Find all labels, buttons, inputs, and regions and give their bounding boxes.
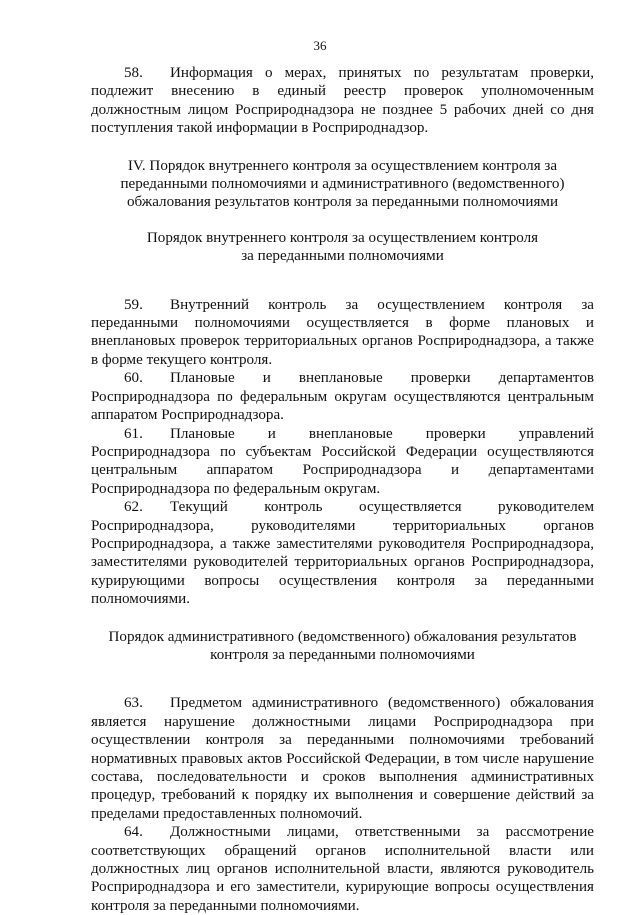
paragraph-text: Должностными лицами, ответственными за рассмотрение соответствующих обращений органов исполнительной власти или должностных лиц органов исполнительной власти, являются руководитель Росприроднадзора и его заместители, курирующие вопросы осуществления контроля за переданными полномочиями. <box>91 824 594 914</box>
section-heading-line: IV. Порядок внутреннего контроля за осуществлением контроля за <box>127 157 558 174</box>
paragraph-text: Внутренний контроль за осуществлением контроля за переданными полномочиями осуществляется в форме плановых и внеплановых проверок территориальных органов Росприроднадзора, а также в форме текущего контроля. <box>91 296 594 368</box>
subheading-line: Порядок внутреннего контроля за осуществлением контроля <box>146 229 539 246</box>
section-heading <box>91 157 594 212</box>
paragraph-text: Предметом административного (ведомственного) обжалования является нарушение должностными лицами Росприроднадзора при осуществлении контроля за переданными полномочиями требований нормативных правовых актов Российской Федерации, в том числе нарушение состава, последовательности и сроков выполнения административных процедур, требований к порядку их выполнения и совершение действий за пределами предоставленных полномочий. <box>91 695 594 822</box>
paragraph-number: 62. <box>124 499 143 516</box>
paragraph-number: 64. <box>124 824 143 841</box>
section-heading-line: переданными полномочиями и административного (ведомственного) <box>120 176 565 193</box>
paragraph-number: 59. <box>124 296 143 313</box>
subheading-line: за переданными полномочиями <box>241 248 444 265</box>
paragraph-text: Текущий контроль осуществляется руководителем Росприроднадзора, руководителями территориальных органов Росприроднадзора, а также заместителями руководителя Росприроднадзора, заместителями руководителей территориальных органов Росприроднадзора, курирующими вопросы осуществления контроля за переданными полномочиями. <box>91 499 594 608</box>
paragraph-number: 61. <box>124 425 143 442</box>
section-heading-line: обжалования результатов контроля за переданными полномочиями <box>126 194 559 211</box>
paragraph-number: 63. <box>124 695 143 712</box>
paragraph-58 <box>91 64 594 138</box>
subheading-appeal <box>91 628 594 665</box>
paragraph-number: 60. <box>124 370 143 387</box>
paragraph-64 <box>91 823 594 915</box>
paragraph-59 <box>91 296 594 370</box>
paragraph-61 <box>91 425 594 499</box>
paragraph-number: 58. <box>124 65 143 81</box>
paragraph-text: Плановые и внеплановые проверки департаментов Росприроднадзора по федеральным округам осуществляются центральным аппаратом Росприроднадзора. <box>91 370 594 424</box>
page-number: 36 <box>313 38 327 53</box>
paragraph-62 <box>91 498 594 608</box>
document-body <box>91 64 594 915</box>
subheading-line: Порядок административного (ведомственного) обжалования результатов <box>108 628 577 645</box>
paragraph-63 <box>91 694 594 823</box>
subheading-line: контроля за переданными полномочиями <box>210 646 475 663</box>
paragraph-text: Плановые и внеплановые проверки управлений Росприроднадзора по субъектам Российской Федерации осуществляются центральным аппаратом Росприроднадзора и департаментами Росприроднадзора по федеральным округам. <box>91 425 594 497</box>
paragraph-60 <box>91 369 594 424</box>
subheading-internal-control <box>91 229 594 266</box>
paragraph-text: Информация о мерах, принятых по результатам проверки, подлежит внесению в единый реестр проверок уполномоченным должностным лицом Росприроднадзора не позднее 5 рабочих дней со дня поступления такой информации в Росприроднадзор. <box>91 65 594 137</box>
